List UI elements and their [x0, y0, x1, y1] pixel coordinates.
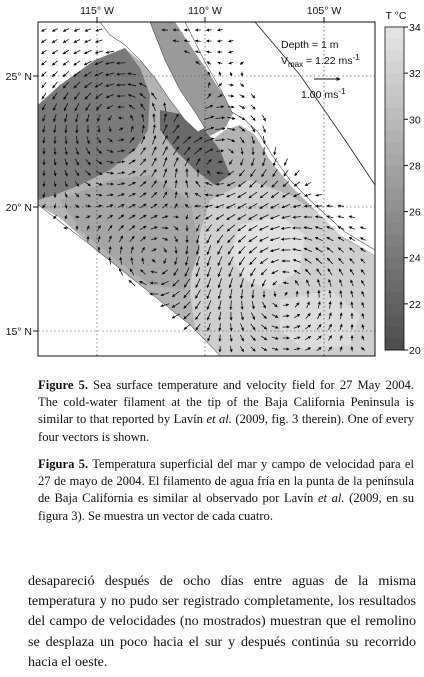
colorbar-tick-label: 22 [409, 298, 421, 311]
vmax-label: $V_{max} = 1.22$ $ms^{-1}$ [281, 53, 360, 69]
velocity-vector [154, 114, 155, 123]
velocity-vector [205, 195, 213, 196]
colorbar-ticks [404, 22, 421, 357]
colorbar-band [385, 85, 404, 97]
colorbar-band [385, 327, 404, 339]
velocity-vector [283, 316, 289, 317]
colorbar-band [385, 258, 404, 270]
colorbar-band [385, 212, 404, 224]
lat-tick-25: 25° N [5, 71, 32, 83]
colorbar-band [385, 154, 404, 166]
lon-tick-110: 110° W [188, 5, 222, 17]
colorbar-tick-label: 32 [409, 68, 421, 81]
colorbar-band [385, 200, 404, 212]
colorbar-band [385, 142, 404, 154]
colorbar-band [385, 165, 404, 177]
colorbar-title: T °C [385, 10, 407, 22]
colorbar-band [385, 131, 404, 143]
colorbar-tick-label: 24 [409, 252, 421, 265]
colorbar-tick-label: 30 [409, 114, 421, 127]
colorbar-tick-label: 28 [409, 160, 421, 173]
scale-label: 1.00 $ms^{-1}$ [301, 87, 346, 101]
lat-tick-20: 20° N [5, 202, 32, 214]
colorbar-band [385, 315, 404, 327]
colorbar [385, 27, 404, 351]
colorbar-tick-label: 20 [409, 345, 421, 357]
velocity-vector [242, 301, 243, 310]
colorbar-band [385, 119, 404, 131]
lon-tick-105: 105° W [306, 5, 342, 17]
colorbar-tick-label: 26 [409, 206, 421, 219]
colorbar-tick-label: 34 [409, 22, 421, 34]
colorbar-band [385, 177, 404, 189]
lon-tick-115: 115° W [80, 5, 114, 17]
colorbar-band [385, 50, 404, 62]
velocity-vector [117, 63, 126, 64]
colorbar-band [385, 292, 404, 304]
lat-tick-15: 15° N [5, 326, 32, 338]
colorbar-band [385, 235, 404, 247]
colorbar-band [385, 62, 404, 74]
colorbar-band [385, 281, 404, 293]
caption-es-text-1: Temperatura superficial del mar y campo de velocidad para el 27 de mayo de 2004. El filamento de agua fría en la punta de la península de Baja California es similar al observado por Lavín [38, 457, 414, 506]
velocity-vector [66, 136, 67, 144]
colorbar-band [385, 108, 404, 120]
colorbar-band [385, 304, 404, 316]
caption-en-label: Figure 5. [38, 378, 88, 392]
caption-en-text-2: (2009, fig. 3 therein). One of every four vectors is shown. [38, 412, 414, 444]
colorbar-band [385, 27, 404, 39]
velocity-vector [118, 118, 123, 119]
colorbar-band [385, 73, 404, 85]
colorbar-band [385, 246, 404, 258]
depth-label: Depth = 1 m [281, 39, 339, 51]
caption-spanish [38, 456, 414, 525]
caption-english [38, 377, 414, 446]
caption-es-text-2: (2009, en su figura 3). Se muestra un vector de cada cuatro. [38, 491, 415, 523]
caption-es-etal: et al. [317, 491, 345, 506]
body-paragraph: desapareció después de ocho días entre aguas de la misma temperatura y no pudo ser registrado completamente, los resultados del campo de velocidades (no mostrados) muestran que el remolino se desplaza un poco hacia el sur y después continúa su recorrido hacia el oeste. [28, 573, 416, 670]
caption-es-label: Figura 5. [38, 457, 89, 471]
colorbar-band [385, 223, 404, 235]
colorbar-band [385, 96, 404, 108]
velocity-vector [55, 148, 56, 155]
colorbar-band [385, 189, 404, 201]
colorbar-band [385, 39, 404, 51]
caption-en-text-1: Sea surface temperature and velocity field for 27 May 2004. The cold-water filament at the tip of the Baja California Peninsula is similar to that reported by Lavín [38, 378, 415, 427]
caption-en-etal: et al. [206, 412, 232, 427]
colorbar-band [385, 269, 404, 281]
colorbar-band [385, 338, 404, 350]
